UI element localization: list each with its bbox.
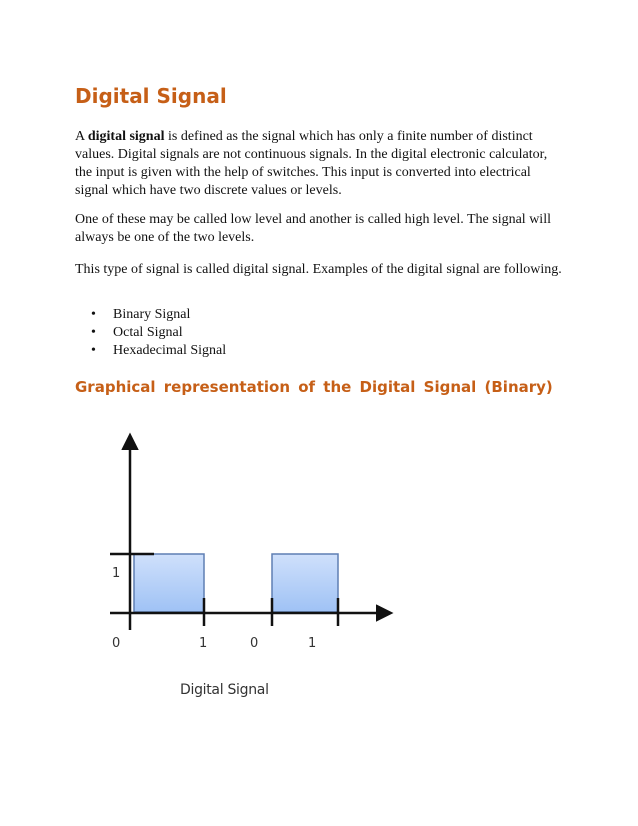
paragraph-definition — [75, 128, 565, 200]
x-tick-label: 0 — [112, 636, 121, 651]
x-tick-label: 0 — [250, 636, 259, 651]
paragraph-definition-pre: A — [75, 129, 88, 144]
digital-signal-diagram — [90, 430, 420, 710]
pulse-high-2 — [272, 554, 338, 612]
page-title: Digital Signal — [75, 84, 227, 108]
list-item-label: Binary Signal — [113, 307, 191, 322]
section-heading: Graphical representation of the Digital Signal (Binary) — [75, 378, 553, 396]
paragraph-definition-post: is defined as the signal which has only a finite number of distinct values. Digital signals are not continuous signals. In the digital electronic calculator, the input is given with the help of switches. This input is converted into electrical signal which have two discrete values or levels. — [75, 129, 548, 198]
bullet-icon: • — [91, 325, 96, 340]
example-list — [75, 306, 226, 360]
list-item — [75, 306, 226, 324]
figure-caption: Digital Signal — [180, 682, 269, 698]
paragraph-levels: One of these may be called low level and another is called high level. The signal will always be one of the two levels. — [75, 212, 551, 245]
pulse-high-1 — [134, 554, 204, 612]
list-item — [75, 342, 226, 360]
bullet-icon: • — [91, 343, 96, 358]
list-item-label: Hexadecimal Signal — [113, 343, 227, 358]
y-tick-label: 1 — [112, 566, 121, 581]
paragraph-examples: This type of signal is called digital signal. Examples of the digital signal are following. — [75, 262, 562, 277]
x-tick-label: 1 — [308, 636, 317, 651]
list-item — [75, 324, 226, 342]
bullet-icon: • — [91, 307, 96, 322]
digital-signal-figure — [90, 430, 420, 710]
x-tick-label: 1 — [199, 636, 208, 651]
paragraph-definition-bold: digital signal — [87, 129, 165, 144]
list-item-label: Octal Signal — [113, 325, 183, 340]
